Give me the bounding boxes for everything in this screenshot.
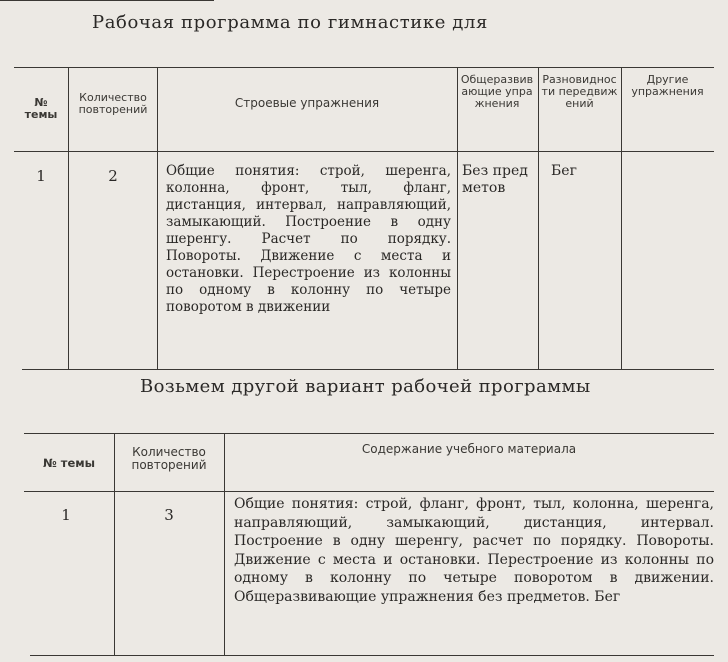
header-general-exercises: Общеразвивающие упражнения <box>460 73 534 110</box>
table1-title: Рабочая программа по гимнастике для <box>92 12 488 33</box>
header-theme-no: № темы <box>42 456 96 470</box>
header-drill-exercises: Строевые упражнения <box>234 96 380 110</box>
row-movement-content: Бег <box>551 163 577 179</box>
table1-top-rule <box>14 67 714 68</box>
row-theme-no: 1 <box>61 506 71 524</box>
table1-col-divider <box>68 67 69 369</box>
table2-col-divider <box>114 433 115 655</box>
title-blank-line <box>0 0 214 1</box>
table1-col-divider <box>538 67 539 369</box>
row-drill-content: Общие понятия: строй, шеренга, колонна, фронт, тыл, фланг, дистанция, интервал, направляющий, замыкающий. Построение в одну шеренгу. Расчет по порядку. Повороты. Движение с места и остановки. Перестроение из колонны по одному в колонну по четыре поворотом в движении <box>166 163 451 315</box>
header-repetitions: Количество повторений <box>131 445 207 472</box>
row-repetitions: 3 <box>164 506 174 524</box>
table1-col-divider <box>157 67 158 369</box>
table2-top-rule <box>24 433 714 434</box>
header-repetitions: Количество повторений <box>78 91 148 116</box>
header-content: Содержание учебного материала <box>361 442 577 456</box>
table1-col-divider <box>621 67 622 369</box>
table2-header-rule <box>24 491 714 492</box>
header-movement-types: Разновидности передвижений <box>541 73 618 110</box>
row-repetitions: 2 <box>108 167 118 185</box>
table2-col-divider <box>224 433 225 655</box>
row-theme-no: 1 <box>36 167 46 185</box>
table1-bottom-rule <box>22 369 714 370</box>
table1-header-rule <box>14 151 714 152</box>
table1-col-divider <box>457 67 458 369</box>
row-content: Общие понятия: строй, фланг, фронт, тыл, колонна, шеренга, направляющий, замыкающий, дистанция, интервал. Построение в одну шеренгу, расчет по порядку. Повороты. Движение с места и остановки. Перестроение из колонны по одному в колонну по четыре поворотом в движении. Общеразвивающие упражнения без предметов. Бег <box>234 496 714 605</box>
header-other-exercises: Другие упражнения <box>631 73 704 98</box>
row-general-content: Без предметов <box>462 163 528 196</box>
table2-title: Возьмем другой вариант рабочей программы <box>140 376 591 397</box>
header-theme-no: № темы <box>24 96 58 121</box>
table2-bottom-rule <box>30 655 714 656</box>
